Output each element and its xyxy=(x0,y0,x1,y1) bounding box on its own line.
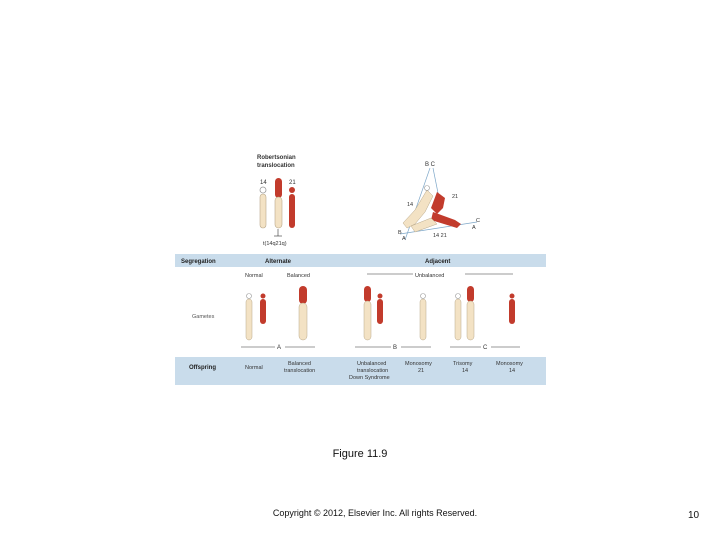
chrom14-label: 14 xyxy=(260,180,267,186)
gamete-label-normal: Normal xyxy=(245,273,263,279)
offspring-mono14-2: 14 xyxy=(509,368,516,374)
gamete-monosomy-21 xyxy=(420,294,426,341)
figure-title-line1: Robertsonian xyxy=(257,155,296,161)
offspring-unbalanced-1: Unbalanced xyxy=(357,361,387,367)
pairing-label-b: B xyxy=(398,230,402,236)
pairing-label-14: 14 xyxy=(407,202,414,208)
pairing-label-c: C xyxy=(476,218,480,224)
pairing-label-a: A xyxy=(402,236,406,242)
offspring-unbalanced-2: translocation xyxy=(357,368,389,374)
figure-caption: Figure 11.9 xyxy=(332,448,388,460)
offspring-mono21-2: 21 xyxy=(418,368,425,374)
gamete-trisomy-14 xyxy=(455,286,474,340)
segregation-header: Segregation xyxy=(181,259,216,265)
mode-a-label: A xyxy=(277,345,282,351)
gamete-balanced xyxy=(299,286,307,340)
offspring-unbalanced-3: Down Syndrome xyxy=(349,375,390,381)
pairing-label-14x21: 14 21 xyxy=(433,233,447,239)
mode-b-label: B xyxy=(393,345,398,351)
chromosome-14-normal xyxy=(260,187,266,228)
gamete-unbalanced-b xyxy=(364,286,383,340)
offspring-header: Offspring xyxy=(189,365,216,371)
offspring-mono14-1: Monosomy xyxy=(496,361,523,367)
alternate-header: Alternate xyxy=(265,259,292,265)
offspring-trisomy14-1: Trisomy xyxy=(453,361,473,367)
offspring-trisomy14-2: 14 xyxy=(462,368,469,374)
page-number: 10 xyxy=(688,510,700,521)
chromosome-21-normal xyxy=(289,187,295,228)
adjacent-header: Adjacent xyxy=(425,259,451,265)
mode-c-label: C xyxy=(483,345,488,351)
offspring-balanced-2: translocation xyxy=(284,368,316,374)
chrom21-label: 21 xyxy=(289,180,296,186)
pairing-label-21: 21 xyxy=(452,194,459,200)
copyright-notice: Copyright © 2012, Elsevier Inc. All rights Reserved. xyxy=(272,508,478,518)
gamete-normal xyxy=(246,294,266,341)
translocation-chromosome xyxy=(275,178,282,228)
pairing-top-label: B C xyxy=(425,162,436,168)
pairing-label-a2: A xyxy=(472,225,476,231)
robertsonian-translocation-figure xyxy=(175,148,547,388)
offspring-balanced-1: Balanced xyxy=(288,361,311,367)
gamete-label-unbalanced: Unbalanced xyxy=(415,273,445,279)
gametes-row-label: Gametes xyxy=(192,314,215,320)
offspring-mono21-1: Monosomy xyxy=(405,361,432,367)
offspring-normal: Normal xyxy=(245,365,263,371)
gamete-label-balanced: Balanced xyxy=(287,273,310,279)
figure-title-line2: translocation xyxy=(257,163,295,169)
segregation-bar xyxy=(175,254,546,267)
gamete-monosomy-14 xyxy=(509,294,515,325)
derivative-label: t(14q21q) xyxy=(263,241,287,247)
